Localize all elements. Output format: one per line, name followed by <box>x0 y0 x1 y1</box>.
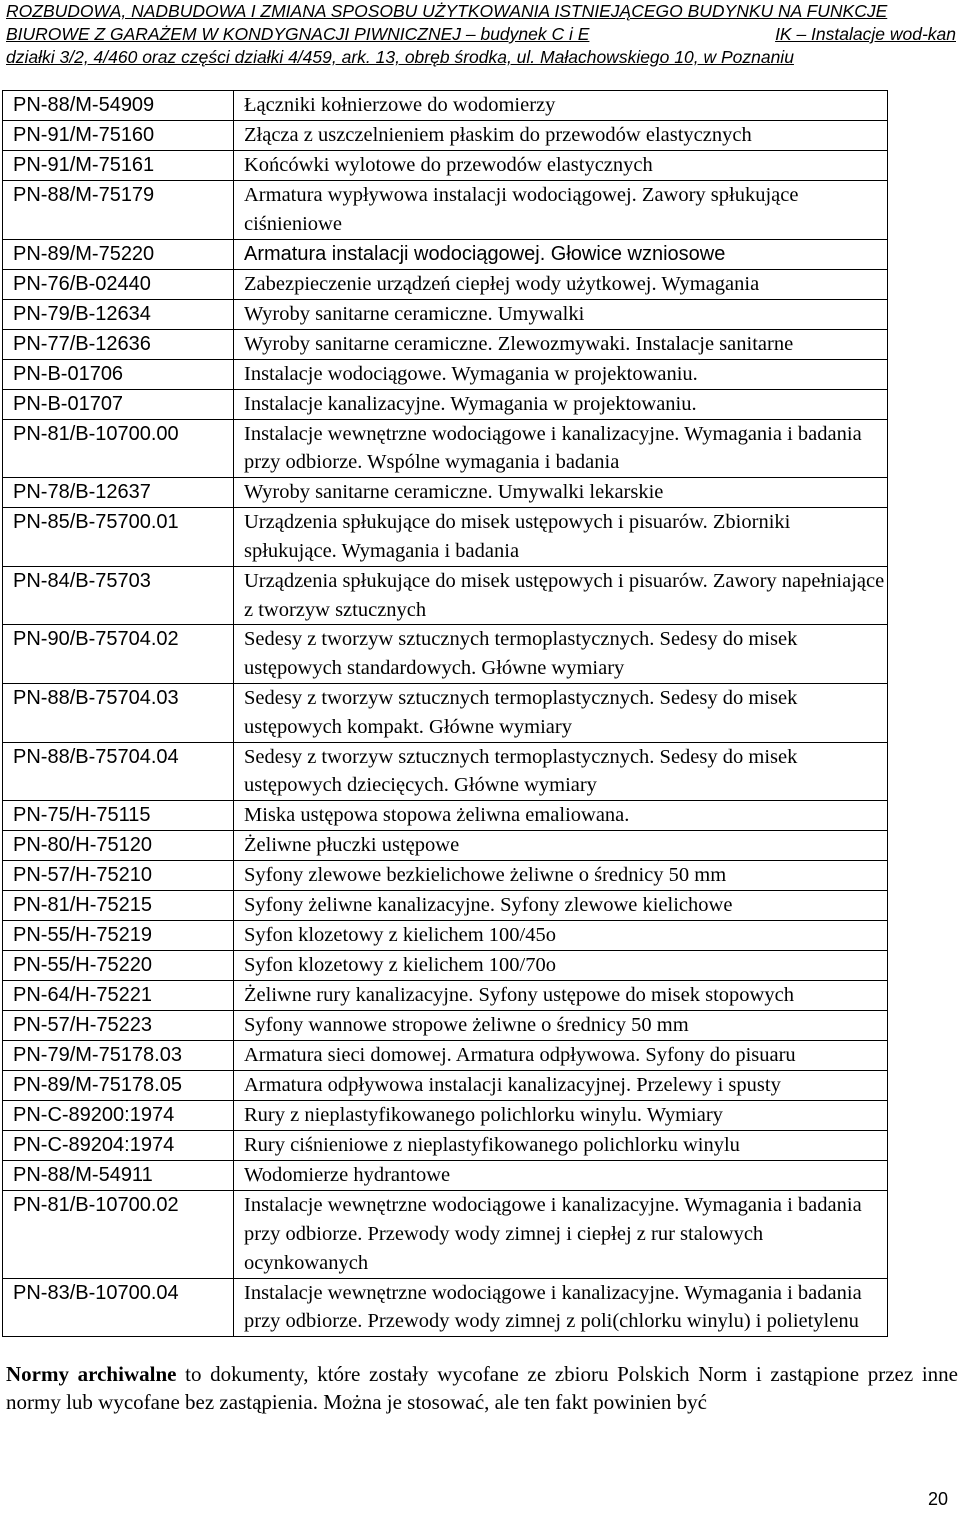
standard-code: PN-88/M-54909 <box>3 91 234 121</box>
standard-description: Armatura odpływowa instalacji kanalizacyjnej. Przelewy i spusty <box>234 1071 888 1101</box>
standard-description: Rury z nieplastyfikowanego polichlorku winylu. Wymiary <box>234 1101 888 1131</box>
header-line-3: działki 3/2, 4/460 oraz części działki 4/459, ark. 13, obręb środka, ul. Małachowskiego 10, w Poznaniu <box>6 47 794 67</box>
standard-description: Żeliwne płuczki ustępowe <box>234 831 888 861</box>
table-row <box>3 1161 888 1191</box>
table-row <box>3 181 888 240</box>
standard-code: PN-88/M-75179 <box>3 181 234 240</box>
standard-code: PN-81/B-10700.00 <box>3 419 234 478</box>
table-row <box>3 801 888 831</box>
note-text: to dokumenty, które zostały wycofane ze zbioru Polskich Norm i zastąpione przez inne normy lub wycofane bez zastąpienia. Można je stosować, ale ten fakt powinien być <box>6 1362 958 1414</box>
table-row <box>3 1071 888 1101</box>
standard-description: Instalacje wewnętrzne wodociągowe i kanalizacyjne. Wymagania i badania przy odbiorze. Przewody wody zimnej z poli(chlorku winylu) i polietylenu <box>234 1278 888 1337</box>
standard-code: PN-91/M-75160 <box>3 121 234 151</box>
standard-description: Syfon klozetowy z kielichem 100/70o <box>234 951 888 981</box>
table-row <box>3 121 888 151</box>
table-row <box>3 831 888 861</box>
standard-code: PN-81/B-10700.02 <box>3 1191 234 1278</box>
table-row <box>3 921 888 951</box>
standard-code: PN-91/M-75161 <box>3 151 234 181</box>
standard-code: PN-B-01706 <box>3 359 234 389</box>
standard-description: Instalacje kanalizacyjne. Wymagania w projektowaniu. <box>234 389 888 419</box>
standard-description: Instalacje wewnętrzne wodociągowe i kanalizacyjne. Wymagania i badania przy odbiorze. Przewody wody zimnej i ciepłej z rur stalowych ocynkowanych <box>234 1191 888 1278</box>
standard-description: Syfon klozetowy z kielichem 100/45o <box>234 921 888 951</box>
table-row <box>3 151 888 181</box>
table-row <box>3 329 888 359</box>
table-row <box>3 1011 888 1041</box>
standard-code: PN-78/B-12637 <box>3 478 234 508</box>
table-row <box>3 269 888 299</box>
standard-description: Wodomierze hydrantowe <box>234 1161 888 1191</box>
table-row <box>3 742 888 801</box>
standard-code: PN-C-89204:1974 <box>3 1131 234 1161</box>
standard-description: Syfony żeliwne kanalizacyjne. Syfony zlewowe kielichowe <box>234 891 888 921</box>
standard-description: Armatura instalacji wodociągowej. Głowice wzniosowe <box>234 239 888 269</box>
table-row <box>3 566 888 625</box>
standard-description: Urządzenia spłukujące do misek ustępowych i pisuarów. Zbiorniki spłukujące. Wymagania i badania <box>234 508 888 567</box>
table-row <box>3 891 888 921</box>
standard-description: Syfony zlewowe bezkielichowe żeliwne o średnicy 50 mm <box>234 861 888 891</box>
archival-norms-note <box>6 1360 958 1416</box>
page-number: 20 <box>927 1489 948 1509</box>
standard-description: Żeliwne rury kanalizacyjne. Syfony ustępowe do misek stopowych <box>234 981 888 1011</box>
table-row <box>3 389 888 419</box>
standard-description: Sedesy z tworzyw sztucznych termoplastycznych. Sedesy do misek ustępowych standardowych. Główne wymiary <box>234 625 888 684</box>
standard-description: Syfony wannowe stropowe żeliwne o średnicy 50 mm <box>234 1011 888 1041</box>
standards-table <box>2 90 888 1337</box>
standard-code: PN-88/M-54911 <box>3 1161 234 1191</box>
table-row <box>3 419 888 478</box>
standard-code: PN-80/H-75120 <box>3 831 234 861</box>
standards-table-body <box>3 91 888 1337</box>
standard-description: Złącza z uszczelnieniem płaskim do przewodów elastycznych <box>234 121 888 151</box>
table-row <box>3 91 888 121</box>
standard-code: PN-77/B-12636 <box>3 329 234 359</box>
table-row <box>3 1101 888 1131</box>
standard-description: Instalacje wewnętrzne wodociągowe i kanalizacyjne. Wymagania i badania przy odbiorze. Wspólne wymagania i badania <box>234 419 888 478</box>
table-row <box>3 951 888 981</box>
standard-code: PN-89/M-75178.05 <box>3 1071 234 1101</box>
standard-code: PN-55/H-75220 <box>3 951 234 981</box>
table-row <box>3 299 888 329</box>
header-line-2-left: BIUROWE Z GARAŻEM W KONDYGNACJI PIWNICZNEJ – budynek C i E <box>6 24 590 44</box>
standard-description: Instalacje wodociągowe. Wymagania w projektowaniu. <box>234 359 888 389</box>
standard-code: PN-55/H-75219 <box>3 921 234 951</box>
standard-code: PN-79/M-75178.03 <box>3 1041 234 1071</box>
table-row <box>3 359 888 389</box>
standard-code: PN-57/H-75223 <box>3 1011 234 1041</box>
standard-description: Wyroby sanitarne ceramiczne. Umywalki lekarskie <box>234 478 888 508</box>
standard-code: PN-C-89200:1974 <box>3 1101 234 1131</box>
standard-description: Armatura sieci domowej. Armatura odpływowa. Syfony do pisuaru <box>234 1041 888 1071</box>
standard-description: Miska ustępowa stopowa żeliwna emaliowana. <box>234 801 888 831</box>
standard-code: PN-90/B-75704.02 <box>3 625 234 684</box>
standard-description: Rury ciśnieniowe z nieplastyfikowanego polichlorku winylu <box>234 1131 888 1161</box>
standard-code: PN-75/H-75115 <box>3 801 234 831</box>
standard-description: Końcówki wylotowe do przewodów elastycznych <box>234 151 888 181</box>
standard-code: PN-88/B-75704.03 <box>3 683 234 742</box>
table-row <box>3 478 888 508</box>
standard-code: PN-88/B-75704.04 <box>3 742 234 801</box>
table-row <box>3 625 888 684</box>
document-header <box>6 0 956 69</box>
table-row <box>3 1278 888 1337</box>
table-row <box>3 1131 888 1161</box>
standard-code: PN-81/H-75215 <box>3 891 234 921</box>
standard-code: PN-79/B-12634 <box>3 299 234 329</box>
standard-description: Sedesy z tworzyw sztucznych termoplastycznych. Sedesy do misek ustępowych dziecięcych. Główne wymiary <box>234 742 888 801</box>
standard-code: PN-B-01707 <box>3 389 234 419</box>
note-bold-term: Normy archiwalne <box>6 1362 177 1386</box>
header-line-2-right: IK – Instalacje wod-kan <box>775 24 956 44</box>
standard-code: PN-85/B-75700.01 <box>3 508 234 567</box>
standard-code: PN-84/B-75703 <box>3 566 234 625</box>
standard-code: PN-57/H-75210 <box>3 861 234 891</box>
standard-description: Łączniki kołnierzowe do wodomierzy <box>234 91 888 121</box>
table-row <box>3 861 888 891</box>
header-line-2 <box>6 23 956 46</box>
table-row <box>3 508 888 567</box>
standard-description: Sedesy z tworzyw sztucznych termoplastycznych. Sedesy do misek ustępowych kompakt. Główne wymiary <box>234 683 888 742</box>
table-row <box>3 239 888 269</box>
table-row <box>3 1041 888 1071</box>
table-row <box>3 683 888 742</box>
header-line-1: ROZBUDOWA, NADBUDOWA I ZMIANA SPOSOBU UŻYTKOWANIA ISTNIEJĄCEGO BUDYNKU NA FUNKCJE <box>6 1 888 21</box>
standard-description: Zabezpieczenie urządzeń ciepłej wody użytkowej. Wymagania <box>234 269 888 299</box>
standard-code: PN-64/H-75221 <box>3 981 234 1011</box>
standard-description: Wyroby sanitarne ceramiczne. Zlewozmywaki. Instalacje sanitarne <box>234 329 888 359</box>
standard-description: Armatura wypływowa instalacji wodociągowej. Zawory spłukujące ciśnieniowe <box>234 181 888 240</box>
standard-code: PN-76/B-02440 <box>3 269 234 299</box>
standard-description: Urządzenia spłukujące do misek ustępowych i pisuarów. Zawory napełniające z tworzyw sztucznych <box>234 566 888 625</box>
table-row <box>3 1191 888 1278</box>
standard-description: Wyroby sanitarne ceramiczne. Umywalki <box>234 299 888 329</box>
standard-code: PN-89/M-75220 <box>3 239 234 269</box>
table-row <box>3 981 888 1011</box>
standard-code: PN-83/B-10700.04 <box>3 1278 234 1337</box>
